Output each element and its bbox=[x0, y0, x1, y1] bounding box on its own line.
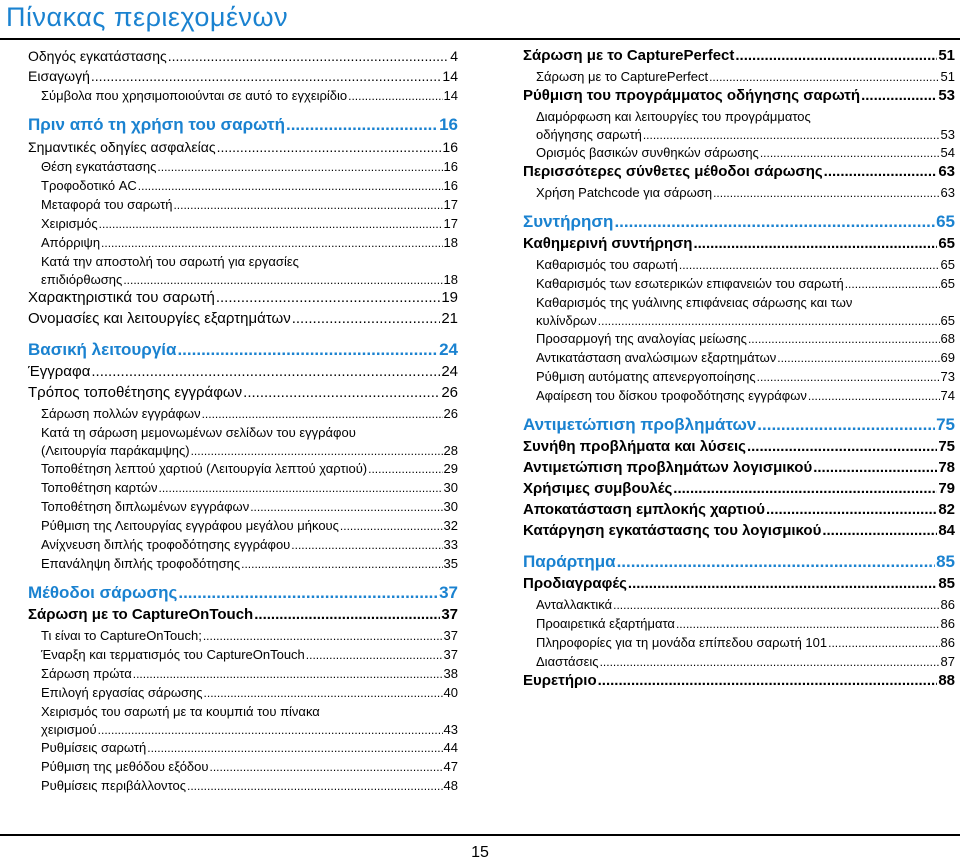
toc-section-title: Μέθοδοι σάρωσης bbox=[28, 583, 178, 602]
toc-entry-page: 47 bbox=[443, 759, 458, 774]
toc-entry-title: Ρυθμίσεις σαρωτή bbox=[41, 740, 147, 755]
toc-section[interactable] bbox=[28, 337, 458, 363]
toc-entry-title: Μεταφορά του σαρωτή bbox=[41, 197, 173, 212]
toc-entry-page: 4 bbox=[450, 48, 458, 64]
dot-leader bbox=[709, 68, 939, 86]
toc-entry[interactable] bbox=[523, 596, 955, 615]
toc-entry-title: Θέση εγκατάστασης bbox=[41, 159, 157, 174]
toc-entry-title: Σάρωση με το CaptureOnTouch bbox=[28, 606, 254, 623]
toc-entry[interactable] bbox=[28, 777, 458, 796]
dot-leader bbox=[292, 310, 441, 328]
toc-entry-title: Σάρωση με το CapturePerfect bbox=[536, 69, 709, 84]
toc-entry-title: επιδιόρθωσης bbox=[41, 272, 123, 287]
dot-leader bbox=[101, 234, 442, 252]
toc-entry-page: 63 bbox=[940, 185, 955, 200]
toc-entry-page: 75 bbox=[938, 438, 955, 455]
toc-entry-page: 33 bbox=[443, 537, 458, 552]
toc-entry-title: Σάρωση πολλών εγγράφων bbox=[41, 406, 201, 421]
dot-leader bbox=[204, 684, 443, 702]
dot-leader bbox=[828, 634, 939, 652]
toc-entry-page: 87 bbox=[940, 654, 955, 669]
toc-entry-title: Απόρριψη bbox=[41, 235, 101, 250]
toc-entry-title: Έγγραφα bbox=[28, 363, 91, 380]
toc-entry-row bbox=[536, 312, 955, 330]
toc-entry[interactable] bbox=[28, 424, 458, 460]
toc-entry-page: 51 bbox=[940, 69, 955, 84]
toc-entry-row bbox=[41, 442, 458, 460]
toc-entry-title: Χρήσιμες συμβουλές bbox=[523, 480, 673, 497]
toc-entry-page: 30 bbox=[443, 499, 458, 514]
toc-entry-title: χειρισμού bbox=[41, 722, 97, 737]
toc-entry[interactable] bbox=[523, 438, 955, 459]
toc-entry-title: Τοποθέτηση διπλωμένων εγγράφων bbox=[41, 499, 250, 514]
toc-entry-page: 37 bbox=[441, 606, 458, 623]
dot-leader bbox=[168, 47, 449, 65]
toc-entry[interactable] bbox=[28, 517, 458, 536]
toc-entry-title-line: Χειρισμός του σαρωτή με τα κουμπιά του πίνακα bbox=[41, 704, 320, 719]
dot-leader bbox=[600, 653, 940, 671]
toc-entry-title: Διαστάσεις bbox=[536, 654, 599, 669]
toc-entry-page: 53 bbox=[938, 87, 955, 104]
toc-entry[interactable] bbox=[28, 234, 458, 253]
toc-entry[interactable] bbox=[523, 349, 955, 368]
toc-entry-title: Χρήση Patchcode για σάρωση bbox=[536, 185, 713, 200]
toc-entry-title: Ορισμός βασικών συνθηκών σάρωσης bbox=[536, 145, 759, 160]
toc-entry-title: Συνήθη προβλήματα και λύσεις bbox=[523, 438, 746, 455]
dot-leader bbox=[123, 271, 442, 289]
toc-entry[interactable] bbox=[28, 460, 458, 479]
toc-entry-page: 44 bbox=[443, 740, 458, 755]
dot-leader bbox=[673, 480, 937, 498]
toc-entry[interactable] bbox=[523, 235, 955, 256]
dot-leader bbox=[202, 405, 443, 423]
dot-leader bbox=[250, 498, 442, 516]
toc-entry-title: Προαιρετικά εξαρτήματα bbox=[536, 616, 675, 631]
toc-entry-page: 88 bbox=[938, 672, 955, 689]
dot-leader bbox=[824, 163, 938, 181]
toc-section-page: 75 bbox=[936, 415, 955, 434]
toc-entry[interactable] bbox=[28, 47, 458, 65]
dot-leader bbox=[159, 479, 443, 497]
toc-entry-title: Ρύθμιση της μεθόδου εξόδου bbox=[41, 759, 209, 774]
toc-section-title: Συντήρηση bbox=[523, 212, 614, 231]
dot-leader bbox=[91, 67, 442, 85]
toc-entry[interactable] bbox=[523, 501, 955, 522]
toc-entry-title: Περισσότερες σύνθετες μέθοδοι σάρωσης bbox=[523, 163, 823, 180]
toc-entry-page: 37 bbox=[443, 628, 458, 643]
toc-entry-page: 16 bbox=[443, 178, 458, 193]
toc-entry-page: 86 bbox=[940, 635, 955, 650]
toc-entry[interactable] bbox=[28, 536, 458, 555]
toc-section-page: 65 bbox=[936, 212, 955, 231]
toc-entry-page: 30 bbox=[443, 480, 458, 495]
toc-entry-page: 38 bbox=[443, 666, 458, 681]
toc-entry-title: Τοποθέτηση λεπτού χαρτιού (Λειτουργία λεπτού χαρτιού) bbox=[41, 461, 368, 476]
page-title: Πίνακας περιεχομένων bbox=[6, 2, 289, 32]
page-number: 15 bbox=[471, 844, 489, 861]
dot-leader bbox=[813, 459, 937, 477]
dot-leader bbox=[178, 580, 438, 606]
toc-section-title: Αντιμετώπιση προβλημάτων bbox=[523, 415, 757, 434]
toc-entry-page: 86 bbox=[940, 597, 955, 612]
toc-entry-title-line: Κατά την αποστολή του σαρωτή για εργασίες bbox=[41, 254, 299, 269]
toc-entry[interactable] bbox=[28, 384, 458, 405]
toc-entry-title: Χειρισμός bbox=[41, 216, 98, 231]
dot-leader bbox=[147, 739, 442, 757]
toc-entry-page: 40 bbox=[443, 685, 458, 700]
toc-entry-page: 18 bbox=[443, 235, 458, 250]
toc-entry[interactable] bbox=[523, 387, 955, 406]
toc-entry[interactable] bbox=[523, 672, 955, 693]
dot-leader bbox=[368, 460, 442, 478]
toc-entry-title: Ονομασίες και λειτουργίες εξαρτημάτων bbox=[28, 310, 291, 327]
dot-leader bbox=[99, 215, 443, 233]
dot-leader bbox=[241, 555, 442, 573]
toc-entry-page: 65 bbox=[940, 313, 955, 328]
toc-entry[interactable] bbox=[28, 215, 458, 234]
toc-entry-page: 85 bbox=[938, 575, 955, 592]
toc-entry[interactable] bbox=[28, 405, 458, 424]
toc-entry-title: Ρύθμιση του προγράμματος οδήγησης σαρωτή bbox=[523, 87, 861, 104]
top-rule bbox=[0, 38, 960, 40]
toc-section-title: Βασική λειτουργία bbox=[28, 340, 177, 359]
toc-entry-title: Σάρωση με το CapturePerfect bbox=[523, 47, 735, 64]
dot-leader bbox=[617, 549, 936, 575]
toc-entry-title: Αντικατάσταση αναλώσιμων εξαρτημάτων bbox=[536, 350, 777, 365]
toc-entry-page: 37 bbox=[443, 647, 458, 662]
toc-entry-title-line: Καθαρισμός της γυάλινης επιφάνειας σάρωσης και των bbox=[536, 295, 853, 310]
dot-leader bbox=[157, 158, 442, 176]
dot-leader bbox=[757, 412, 935, 438]
toc-entry-page: 35 bbox=[443, 556, 458, 571]
toc-entry-title: Σημαντικές οδηγίες ασφαλείας bbox=[28, 139, 216, 155]
toc-entry-row bbox=[41, 721, 458, 739]
toc-entry-title: Αφαίρεση του δίσκου τροφοδότησης εγγράφων bbox=[536, 388, 807, 403]
toc-section[interactable] bbox=[523, 412, 955, 438]
toc-entry-title: Καθαρισμός των εσωτερικών επιφανειών του σαρωτή bbox=[536, 276, 844, 291]
toc-entry[interactable] bbox=[28, 479, 458, 498]
toc-entry-page: 17 bbox=[443, 216, 458, 231]
toc-entry[interactable] bbox=[523, 634, 955, 653]
toc-entry[interactable] bbox=[28, 310, 458, 331]
toc-entry-title: Ευρετήριο bbox=[523, 672, 597, 689]
toc-entry-row bbox=[536, 126, 955, 144]
toc-entry-page: 53 bbox=[940, 127, 955, 142]
toc-entry-title: Τρόπος τοποθέτησης εγγράφων bbox=[28, 384, 243, 401]
toc-entry-title: Σύμβολα που χρησιμοποιούνται σε αυτό το εγχειρίδιο bbox=[41, 88, 348, 103]
toc-entry-page: 18 bbox=[443, 272, 458, 287]
dot-leader bbox=[177, 337, 438, 363]
dot-leader bbox=[138, 177, 443, 195]
toc-entry-page: 24 bbox=[441, 363, 458, 380]
dot-leader bbox=[286, 112, 438, 138]
toc-entry-title-line: Διαμόρφωση και λειτουργίες του προγράμματος bbox=[536, 109, 811, 124]
toc-entry-title: Καθαρισμός του σαρωτή bbox=[536, 257, 678, 272]
toc-entry-title: Σάρωση πρώτα bbox=[41, 666, 132, 681]
toc-entry[interactable] bbox=[28, 196, 458, 215]
toc-entry-page: 26 bbox=[441, 384, 458, 401]
toc-entry[interactable] bbox=[28, 289, 458, 310]
toc-entry-title: Ανταλλακτικά bbox=[536, 597, 613, 612]
toc-entry-page: 17 bbox=[443, 197, 458, 212]
toc-entry-title: Ρύθμιση αυτόματης απενεργοποίησης bbox=[536, 369, 756, 384]
toc-entry[interactable] bbox=[28, 627, 458, 646]
toc-entry-title: Επιλογή εργασίας σάρωσης bbox=[41, 685, 203, 700]
dot-leader bbox=[203, 627, 443, 645]
toc-entry[interactable] bbox=[28, 739, 458, 758]
toc-entry-title: Προδιαγραφές bbox=[523, 575, 627, 592]
toc-entry[interactable] bbox=[28, 555, 458, 574]
toc-entry-page: 82 bbox=[938, 501, 955, 518]
dot-leader bbox=[291, 536, 442, 554]
toc-entry-page: 65 bbox=[940, 257, 955, 272]
dot-leader bbox=[861, 87, 937, 105]
toc-entry-page: 21 bbox=[441, 310, 458, 327]
dot-leader bbox=[243, 384, 440, 402]
toc-entry-title: Οδηγός εγκατάστασης bbox=[28, 48, 167, 64]
toc-left-column bbox=[28, 47, 458, 796]
toc-entry-title: Ανίχνευση διπλής τροφοδότησης εγγράφου bbox=[41, 537, 291, 552]
dot-leader bbox=[777, 349, 939, 367]
toc-entry-page: 14 bbox=[442, 68, 458, 84]
toc-entry-page: 86 bbox=[940, 616, 955, 631]
toc-entry[interactable] bbox=[523, 368, 955, 387]
toc-entry-title: Τροφοδοτικό AC bbox=[41, 178, 137, 193]
dot-leader bbox=[713, 184, 939, 202]
dot-leader bbox=[845, 275, 940, 293]
toc-entry-page: 65 bbox=[940, 276, 955, 291]
toc-entry[interactable] bbox=[28, 158, 458, 177]
toc-section-title: Παράρτημα bbox=[523, 552, 616, 571]
toc-entry[interactable] bbox=[28, 253, 458, 289]
toc-entry-title: Αντιμετώπιση προβλημάτων λογισμικού bbox=[523, 459, 813, 476]
toc-entry-page: 43 bbox=[443, 722, 458, 737]
toc-entry-page: 26 bbox=[443, 406, 458, 421]
toc-entry[interactable] bbox=[28, 758, 458, 777]
dot-leader bbox=[613, 596, 939, 614]
dot-leader bbox=[679, 256, 940, 274]
dot-leader bbox=[757, 368, 940, 386]
toc-entry[interactable] bbox=[523, 615, 955, 634]
dot-leader bbox=[628, 575, 937, 593]
dot-leader bbox=[173, 196, 442, 214]
toc-section[interactable] bbox=[523, 549, 955, 575]
toc-entry-title-line: Κατά τη σάρωση μεμονωμένων σελίδων του εγγράφου bbox=[41, 425, 356, 440]
toc-entry-page: 14 bbox=[443, 88, 458, 103]
dot-leader bbox=[340, 517, 443, 535]
dot-leader bbox=[676, 615, 940, 633]
toc-entry-page: 19 bbox=[441, 289, 458, 306]
toc-entry[interactable] bbox=[523, 480, 955, 501]
toc-entry-title: Χαρακτηριστικά του σαρωτή bbox=[28, 289, 215, 306]
toc-entry[interactable] bbox=[523, 330, 955, 349]
dot-leader bbox=[348, 87, 442, 105]
toc-entry[interactable] bbox=[523, 108, 955, 144]
dot-leader bbox=[822, 522, 937, 540]
toc-entry-title: Τοποθέτηση καρτών bbox=[41, 480, 158, 495]
toc-entry[interactable] bbox=[523, 653, 955, 672]
toc-entry-page: 78 bbox=[938, 459, 955, 476]
dot-leader bbox=[187, 777, 443, 795]
toc-section-page: 37 bbox=[439, 583, 458, 602]
toc-entry-title: Κατάργηση εγκατάστασης του λογισμικού bbox=[523, 522, 822, 539]
dot-leader bbox=[133, 665, 443, 683]
dot-leader bbox=[216, 289, 440, 307]
toc-entry[interactable] bbox=[523, 87, 955, 108]
toc-entry[interactable] bbox=[523, 47, 955, 68]
toc-entry[interactable] bbox=[523, 163, 955, 184]
toc-entry[interactable] bbox=[28, 684, 458, 703]
toc-entry[interactable] bbox=[523, 459, 955, 480]
dot-leader bbox=[98, 721, 443, 739]
toc-section-page: 24 bbox=[439, 340, 458, 359]
dot-leader bbox=[217, 138, 442, 156]
toc-entry-page: 16 bbox=[443, 159, 458, 174]
toc-entry-page: 48 bbox=[443, 778, 458, 793]
dot-leader bbox=[748, 330, 940, 348]
toc-entry-page: 63 bbox=[938, 163, 955, 180]
toc-entry-title: Έναρξη και τερματισμός του CaptureOnTouch bbox=[41, 647, 305, 662]
toc-entry[interactable] bbox=[28, 646, 458, 665]
toc-section-page: 85 bbox=[936, 552, 955, 571]
toc-entry[interactable] bbox=[28, 177, 458, 196]
toc-entry-page: 65 bbox=[938, 235, 955, 252]
toc-entry[interactable] bbox=[28, 67, 458, 85]
toc-entry-title: οδήγησης σαρωτή bbox=[536, 127, 642, 142]
dot-leader bbox=[614, 209, 935, 235]
toc-entry-page: 51 bbox=[938, 47, 955, 64]
toc-entry-title: Προσαρμογή της αναλογίας μείωσης bbox=[536, 331, 747, 346]
toc-entry-page: 54 bbox=[940, 145, 955, 160]
toc-entry[interactable] bbox=[523, 575, 955, 596]
dot-leader bbox=[210, 758, 443, 776]
dot-leader bbox=[735, 47, 937, 65]
toc-entry[interactable] bbox=[523, 294, 955, 330]
dot-leader bbox=[306, 646, 443, 664]
dot-leader bbox=[808, 387, 940, 405]
toc-section[interactable] bbox=[28, 580, 458, 606]
toc-entry-title: Καθημερινή συντήρηση bbox=[523, 235, 693, 252]
toc-entry-page: 28 bbox=[443, 443, 458, 458]
toc-entry-page: 29 bbox=[443, 461, 458, 476]
toc-entry-page: 79 bbox=[938, 480, 955, 497]
toc-entry-page: 73 bbox=[940, 369, 955, 384]
toc-entry[interactable] bbox=[28, 665, 458, 684]
dot-leader bbox=[598, 312, 940, 330]
dot-leader bbox=[643, 126, 940, 144]
dot-leader bbox=[91, 363, 440, 381]
toc-entry[interactable] bbox=[523, 184, 955, 203]
toc-entry-title: Πληροφορίες για τη μονάδα επίπεδου σαρωτή 101 bbox=[536, 635, 828, 650]
toc-entry[interactable] bbox=[523, 522, 955, 543]
dot-leader bbox=[747, 438, 937, 456]
toc-section[interactable] bbox=[28, 112, 458, 138]
toc-entry[interactable] bbox=[28, 498, 458, 517]
dot-leader bbox=[766, 501, 937, 519]
toc-entry[interactable] bbox=[28, 703, 458, 739]
toc-entry[interactable] bbox=[523, 144, 955, 163]
toc-entry[interactable] bbox=[28, 87, 458, 106]
toc-entry-title: Επανάληψη διπλής τροφοδότησης bbox=[41, 556, 241, 571]
toc-section[interactable] bbox=[523, 209, 955, 235]
toc-entry-title: Ρύθμιση της Λειτουργίας εγγράφου μεγάλου μήκους bbox=[41, 518, 339, 533]
toc-entry-page: 68 bbox=[940, 331, 955, 346]
toc-entry-title: Τι είναι το CaptureOnTouch; bbox=[41, 628, 202, 643]
toc-entry-page: 84 bbox=[938, 522, 955, 539]
bottom-rule bbox=[0, 834, 960, 836]
toc-entry-title: (Λειτουργία παράκαμψης) bbox=[41, 443, 190, 458]
toc-entry-row bbox=[41, 271, 458, 289]
toc-entry-page: 16 bbox=[442, 139, 458, 155]
toc-entry[interactable] bbox=[28, 363, 458, 384]
toc-entry-page: 32 bbox=[443, 518, 458, 533]
toc-section-page: 16 bbox=[439, 115, 458, 134]
dot-leader bbox=[191, 442, 443, 460]
toc-section-title: Πριν από τη χρήση του σαρωτή bbox=[28, 115, 285, 134]
toc-entry-page: 74 bbox=[940, 388, 955, 403]
dot-leader bbox=[693, 235, 937, 253]
toc-right-column bbox=[523, 47, 955, 693]
toc-entry-title: Αποκατάσταση εμπλοκής χαρτιού bbox=[523, 501, 765, 518]
toc-entry[interactable] bbox=[523, 275, 955, 294]
toc-entry-title: Ρυθμίσεις περιβάλλοντος bbox=[41, 778, 186, 793]
toc-entry[interactable] bbox=[28, 606, 458, 627]
toc-entry[interactable] bbox=[523, 256, 955, 275]
dot-leader bbox=[598, 672, 938, 690]
toc-entry[interactable] bbox=[28, 138, 458, 156]
toc-entry-title: Εισαγωγή bbox=[28, 68, 90, 84]
dot-leader bbox=[760, 144, 940, 162]
toc-entry[interactable] bbox=[523, 68, 955, 87]
toc-entry-page: 69 bbox=[940, 350, 955, 365]
dot-leader bbox=[254, 606, 440, 624]
toc-entry-title: κυλίνδρων bbox=[536, 313, 597, 328]
